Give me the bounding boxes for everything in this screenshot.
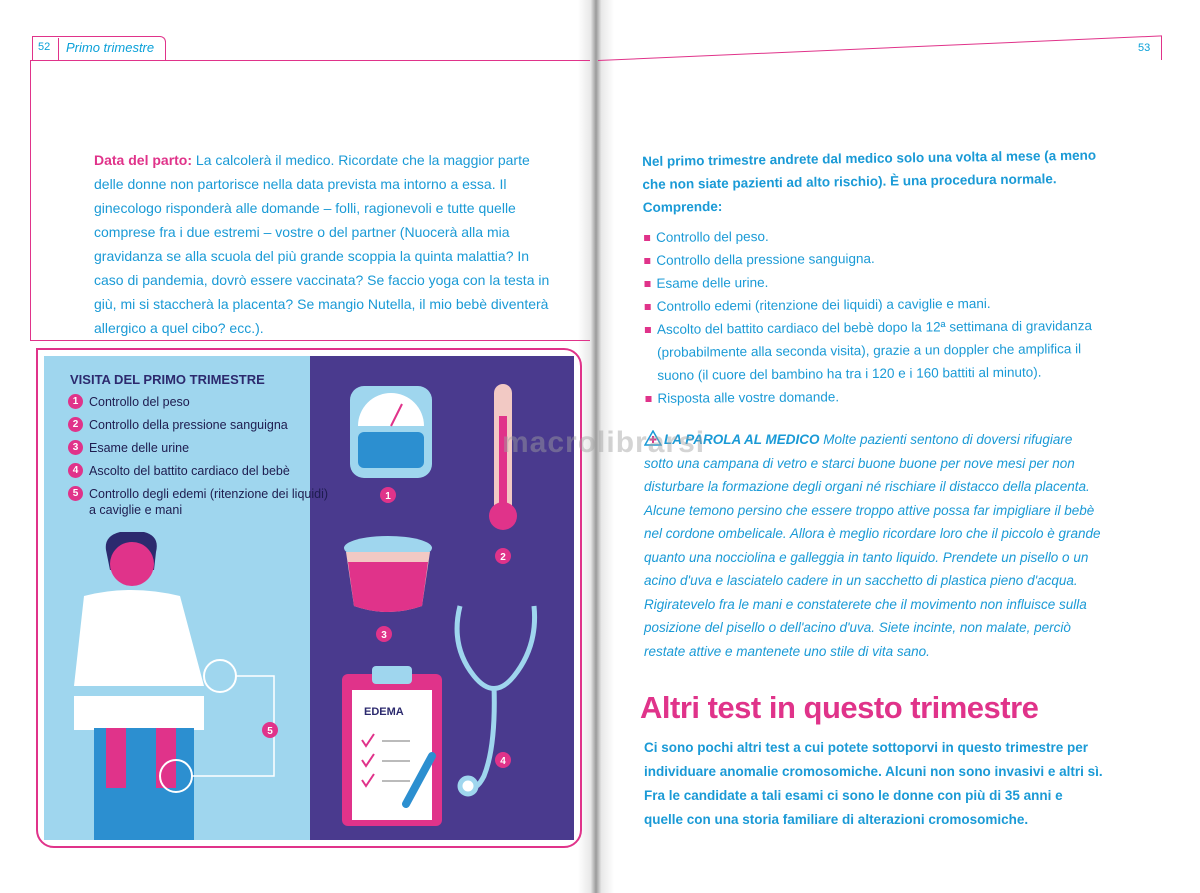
- svg-text:4: 4: [500, 756, 506, 767]
- list-number: 4: [68, 463, 83, 478]
- header-rule-left: [30, 60, 590, 61]
- list-label: Controllo degli edemi (ritenzione dei liquidi) a caviglie e mani: [89, 487, 329, 517]
- svg-text:3: 3: [381, 630, 387, 641]
- infographic-heading: VISITA DEL PRIMO TRIMESTRE: [70, 372, 265, 387]
- infographic-list: [68, 394, 328, 525]
- list-item: [68, 417, 328, 433]
- urine-cup-icon: [344, 536, 432, 612]
- list-label: Controllo della pressione sanguigna: [89, 418, 288, 432]
- infographic-top-rule: [30, 340, 590, 341]
- visit-checklist: [644, 222, 1106, 410]
- running-head-title: Primo trimestre: [66, 40, 155, 55]
- left-paragraph: [94, 148, 560, 340]
- clipboard-label: EDEMA: [364, 706, 404, 718]
- list-item: Esame delle urine.: [644, 268, 1104, 295]
- list-item: [68, 394, 328, 410]
- medico-body: Molte pazienti sentono di doversi rifugiare sotto una campana di vetro e starci buone buone per nove mesi per non disturbare la formazione degli organi né rischiare il distacco della placenta. Alcune temono persino che essere troppo attive possa far impigliare il bebè nel cordone ombelicale. Allora è meglio ricordare loro che il piccolo è grande quanto una nocciolina e galleggia in tanto liquido. Prendete un pisello o un acino d'uva e lasciatelo cadere in un sacchetto di plastica pieno d'acqua. Rigiratevelo fra le mani e constaterete che il movimento non influisce sulla posizione del pisello o dell'acino d'uva. Siete incinte, non malate, perciò restate attive e mantenete uno stile di vita sano.: [644, 432, 1101, 659]
- right-intro: Nel primo trimestre andrete dal medico solo una volta al mese (a meno che non siate pazienti ad alto rischio). È una procedura normale. Comprende:: [642, 147, 1097, 215]
- scale-icon: [350, 386, 432, 478]
- list-number: 1: [68, 394, 83, 409]
- svg-text:5: 5: [267, 726, 273, 737]
- section-title: Altri test in questo trimestre: [640, 690, 1039, 725]
- svg-text:2: 2: [500, 552, 506, 563]
- page-number-left: 52: [38, 41, 51, 53]
- paragraph-body: La calcolerà il medico. Ricordate che la maggior parte delle donne non partorisce nella data prevista ma intorno a essa. Il ginecologo risponderà alle domande – folli, ragionevoli e tutte quelle comprese fra i due estremi – vostre o del partner (Nuocerà alla mia gravidanza se alla scuola del più grande scoppia la quinta malattia? In caso di pandemia, dovrò essere vaccinata? Se faccio yoga con la testa in giù, mi si staccherà la placenta? Se mangio Nutella, il mio bebè diventerà allergico a quel cibo? ecc.).: [94, 152, 550, 336]
- list-label: Esame delle urine: [89, 441, 190, 455]
- header-separator: [58, 38, 59, 60]
- watermark-logo: macrolibrarsi: [502, 426, 706, 459]
- list-item: [68, 440, 328, 456]
- page-number-right: 53: [1138, 42, 1151, 54]
- list-item: Risposta alle vostre domande.: [645, 383, 1105, 410]
- list-number: 5: [68, 486, 83, 501]
- list-item: [68, 463, 328, 479]
- medico-note: [644, 428, 1104, 663]
- list-number: 2: [68, 417, 83, 432]
- section-text: Ci sono pochi altri test a cui potete sottoporvi in questo trimestre per individuare anomalie cromosomiche. Alcuni non sono invasivi e altri sì. Fra le candidate a tali esami ci sono le donne con più di 35 anni e quelle con una storia familiare di alterazioni cromosomiche.: [644, 740, 1103, 827]
- list-number: 3: [68, 440, 83, 455]
- clipboard-icon: [342, 666, 442, 826]
- marker-1-label: 1: [385, 491, 391, 502]
- right-header-tick: [1161, 36, 1162, 60]
- list-item: Controllo edemi (ritenzione dei liquidi) a caviglie e mani.: [645, 291, 1105, 318]
- medico-lead: LA PAROLA AL MEDICO: [664, 432, 820, 447]
- list-item: Controllo del peso.: [644, 222, 1104, 249]
- list-item: Controllo della pressione sanguigna.: [644, 245, 1104, 272]
- left-margin-rule: [30, 60, 31, 340]
- list-label: Ascolto del battito cardiaco del bebè: [89, 464, 290, 478]
- paragraph-lead: Data del parto:: [94, 152, 193, 168]
- list-item: Ascolto del battito cardiaco del bebè dopo la 12ª settimana di gravidanza (probabilmente alla seconda visita), grazie a un doppler che amplifica il suono (il cuore del bambino ha tra i 120 e i 160 battiti al minuto).: [645, 314, 1106, 387]
- list-label: Controllo del peso: [89, 395, 190, 409]
- infographic: [44, 356, 574, 840]
- list-item: [68, 486, 328, 518]
